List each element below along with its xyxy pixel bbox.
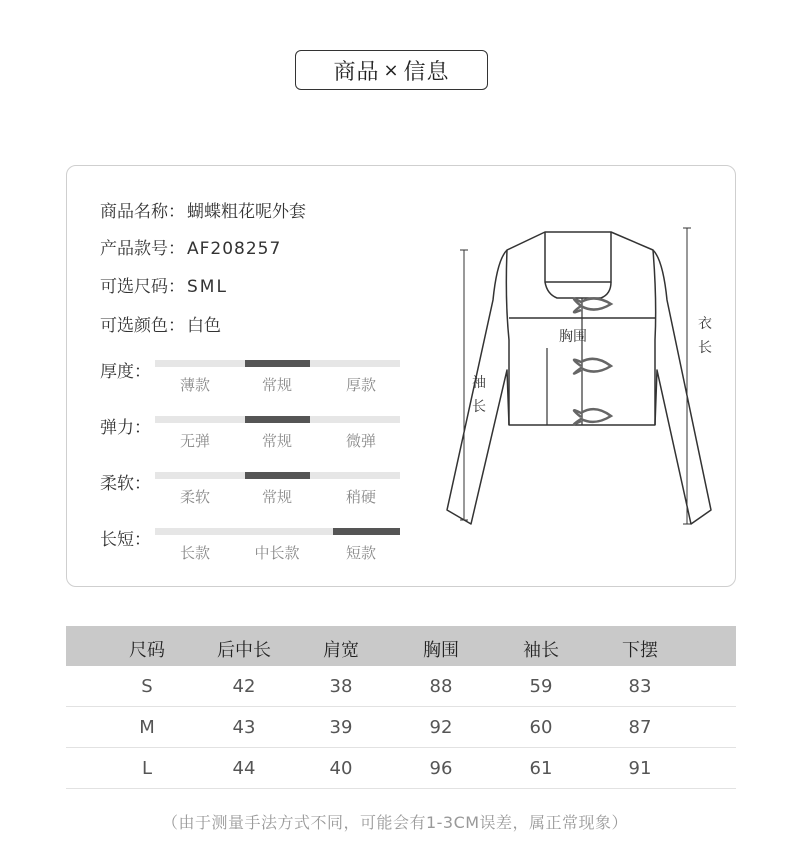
table-cell: 39 — [329, 717, 353, 738]
table-cell: 83 — [628, 676, 652, 697]
scale-elasticity — [100, 413, 410, 463]
table-cell: 40 — [329, 758, 353, 779]
scale-option: 无弹 — [179, 432, 210, 450]
scale-option: 薄款 — [179, 376, 210, 394]
scale-option: 中长款 — [254, 544, 300, 562]
table-cell: 44 — [232, 758, 256, 779]
scale-track — [155, 416, 400, 423]
neckline-inner — [545, 282, 611, 298]
header-cell: 尺码 — [129, 640, 165, 661]
header-cell: 下摆 — [622, 640, 658, 661]
header-cell: 后中长 — [217, 640, 271, 661]
scale-track — [155, 528, 400, 535]
title-separator: × — [383, 59, 400, 81]
table-cell: M — [139, 717, 155, 738]
scale-option: 长款 — [179, 544, 210, 562]
info-colors — [100, 311, 221, 336]
table-cell: 87 — [628, 717, 652, 738]
scale-indicator — [245, 416, 310, 423]
info-label: 可选颜色： — [100, 316, 185, 336]
table-cell: 88 — [429, 676, 453, 697]
table-cell: 38 — [329, 676, 353, 697]
length-label-2: 长 — [698, 340, 712, 356]
scale-option: 稍硬 — [345, 488, 376, 506]
table-cell: 92 — [429, 717, 453, 738]
scale-thickness — [100, 357, 410, 407]
info-value: SML — [187, 277, 228, 297]
sleeve-seam-right — [653, 250, 656, 425]
info-value: 蝴蝶粗花呢外套 — [187, 202, 306, 222]
title-right: 信息 — [403, 59, 450, 85]
table-cell: 91 — [628, 758, 652, 779]
sleeve-label-2: 长 — [472, 399, 486, 415]
scale-label: 弹力： — [100, 418, 151, 438]
info-label: 产品款号： — [100, 239, 185, 259]
table-cell: 59 — [529, 676, 553, 697]
scale-softness — [100, 469, 410, 519]
scale-indicator — [245, 360, 310, 367]
scale-indicator — [333, 528, 400, 535]
scale-option: 柔软 — [179, 488, 210, 506]
bow-1 — [574, 298, 611, 312]
bow-2 — [574, 359, 611, 374]
scale-option: 常规 — [261, 376, 292, 394]
scale-option: 常规 — [261, 488, 292, 506]
scale-label: 柔软： — [100, 474, 151, 494]
info-product-name — [100, 197, 306, 222]
table-cell: 96 — [429, 758, 453, 779]
table-cell: 42 — [232, 676, 256, 697]
table-row — [66, 707, 736, 748]
table-cell: 61 — [529, 758, 553, 779]
scale-track — [155, 360, 400, 367]
scale-option: 短款 — [345, 544, 376, 562]
header-cell: 袖长 — [523, 640, 559, 661]
info-value: AF208257 — [187, 239, 282, 259]
table-cell: 60 — [529, 717, 553, 738]
bow-3 — [574, 409, 611, 424]
size-table-header — [66, 626, 736, 666]
table-row — [66, 666, 736, 707]
size-table — [66, 626, 736, 789]
scale-indicator — [245, 472, 310, 479]
section-title — [295, 50, 488, 90]
info-value: 白色 — [187, 316, 221, 336]
scale-label: 长短： — [100, 530, 151, 550]
info-sizes — [100, 272, 228, 297]
header-cell: 胸围 — [423, 640, 459, 661]
measurement-note: （由于测量手法方式不同，可能会有1-3CM误差，属正常现象） — [161, 813, 629, 832]
title-left: 商品 — [333, 59, 380, 85]
table-cell: 43 — [232, 717, 256, 738]
scale-option: 常规 — [261, 432, 292, 450]
info-style-number — [100, 234, 281, 259]
jacket-outline — [447, 232, 711, 524]
table-cell: S — [141, 676, 153, 697]
info-label: 可选尺码： — [100, 277, 185, 297]
neckline — [545, 232, 611, 282]
scale-track — [155, 472, 400, 479]
table-row — [66, 748, 736, 789]
scale-length — [100, 525, 410, 575]
header-cell: 肩宽 — [323, 640, 359, 661]
info-label: 商品名称： — [100, 202, 185, 222]
table-cell: L — [141, 758, 153, 779]
chest-label: 胸围 — [559, 329, 587, 345]
scale-label: 厚度： — [100, 362, 151, 382]
length-label-1: 衣 — [698, 316, 712, 332]
scale-option: 厚款 — [345, 376, 376, 394]
scale-option: 微弹 — [345, 432, 376, 450]
sleeve-label-1: 袖 — [472, 375, 486, 391]
